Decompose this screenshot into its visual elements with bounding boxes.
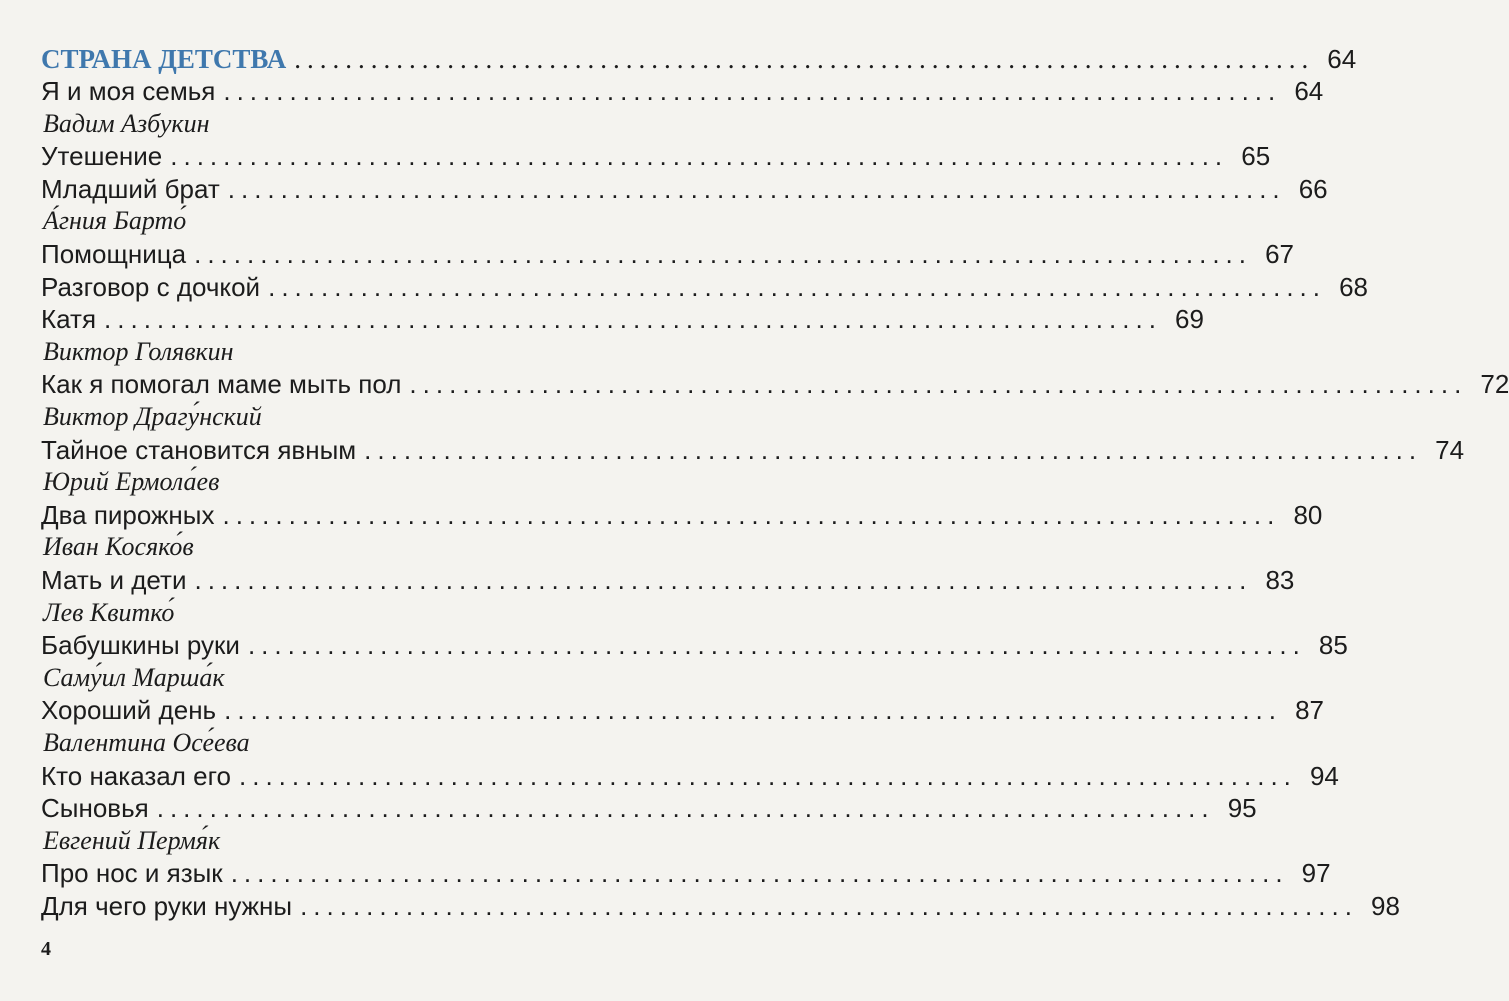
toc-entry — [41, 302, 1204, 334]
entry-page-number: 65 — [1241, 141, 1271, 171]
toc-author: Евгений Пермя́к — [43, 826, 221, 855]
dot-leader: ................................................................................ — [194, 239, 1252, 269]
entry-page-number: 87 — [1295, 695, 1324, 725]
toc-author: Валентина Осе́ева — [43, 728, 250, 757]
entry-title: Утешение — [41, 141, 163, 171]
dot-leader: ................................................................................ — [156, 793, 1215, 823]
dot-leader: ................................................................................ — [194, 565, 1253, 595]
toc-author: Иван Косяко́в — [43, 532, 194, 561]
entry-title: Сыновья — [41, 793, 149, 823]
dot-leader: ................................................................................ — [268, 272, 1326, 302]
entry-page-number: 74 — [1435, 435, 1465, 465]
toc-entry — [41, 367, 1509, 399]
entry-title: Я и моя семья — [41, 76, 216, 106]
entry-title: Два пирожных — [41, 500, 215, 530]
entry-title: Для чего руки нужны — [41, 891, 293, 921]
toc-section-heading — [41, 42, 1357, 74]
entry-page-number: 69 — [1175, 304, 1204, 334]
toc-entry — [41, 172, 1328, 204]
toc-entry — [41, 856, 1331, 888]
dot-leader: ................................................................................ — [239, 761, 1297, 791]
entry-title: Младший брат — [41, 174, 220, 204]
toc-author: Виктор Голявкин — [43, 337, 234, 366]
entry-page-number: 95 — [1227, 793, 1257, 823]
toc-entry — [41, 628, 1348, 660]
entry-title: Кто наказал его — [41, 761, 231, 791]
section-page-number: 64 — [1327, 44, 1357, 74]
entry-title: Помощница — [41, 239, 187, 269]
toc-entry — [41, 759, 1339, 791]
dot-leader: ................................................................................ — [409, 369, 1468, 399]
entry-page-number: 97 — [1301, 858, 1331, 888]
entry-title: Хороший день — [41, 695, 217, 725]
toc-entry — [41, 889, 1400, 921]
entry-page-number: 80 — [1293, 500, 1323, 530]
entry-title: Разговор с дочкой — [41, 272, 261, 302]
entry-title: Бабушкины руки — [41, 630, 240, 660]
toc-author: Юрий Ермола́ев — [43, 467, 220, 496]
toc-author: Вадим Азбукин — [43, 109, 210, 138]
entry-title: Про нос и язык — [41, 858, 223, 888]
entry-page-number: 85 — [1318, 630, 1348, 660]
toc-author: А́гния Барто́ — [43, 206, 187, 235]
dot-leader: ................................................................................ — [223, 76, 1282, 106]
entry-title: Тайное становится явным — [41, 435, 357, 465]
toc-entry — [41, 237, 1294, 269]
dot-leader: ................................................................................ — [222, 500, 1281, 530]
entry-title: Мать и дети — [41, 565, 187, 595]
toc-entry — [41, 563, 1295, 595]
toc-entry — [41, 693, 1324, 725]
dot-leader: ................................................................................ — [247, 630, 1306, 660]
entry-page-number: 72 — [1480, 369, 1509, 399]
entry-page-number: 64 — [1294, 76, 1324, 106]
dot-leader: ................................................................................ — [230, 858, 1289, 888]
section-title: СТРАНА ДЕТСТВА — [41, 44, 287, 74]
toc-entry — [41, 433, 1465, 465]
entry-title: Как я помогал маме мыть пол — [41, 369, 402, 399]
toc-entry — [41, 791, 1257, 823]
dot-leader: ................................................................................ — [170, 141, 1229, 171]
toc-entry — [41, 498, 1323, 530]
entry-page-number: 66 — [1298, 174, 1328, 204]
entry-title: Катя — [41, 304, 97, 334]
dot-leader: ................................................................................ — [300, 891, 1358, 921]
toc-entry — [41, 74, 1324, 106]
entry-page-number: 94 — [1309, 761, 1339, 791]
entry-page-number: 98 — [1371, 891, 1400, 921]
toc-author: Саму́ил Марша́к — [43, 663, 225, 692]
entry-page-number: 68 — [1339, 272, 1368, 302]
dot-leader: ................................................................................ — [224, 695, 1282, 725]
toc-entry — [41, 270, 1368, 302]
dot-leader: ................................................................................ — [294, 44, 1315, 74]
dot-leader: ................................................................................ — [227, 174, 1286, 204]
toc-entry — [41, 139, 1271, 171]
folio-page-number: 4 — [41, 938, 51, 960]
dot-leader: ................................................................................ — [364, 435, 1423, 465]
entry-page-number: 67 — [1265, 239, 1294, 269]
toc-author: Виктор Драгу́нский — [43, 402, 262, 431]
toc-author: Лев Квитко́ — [43, 598, 175, 627]
dot-leader: ................................................................................ — [104, 304, 1162, 334]
entry-page-number: 83 — [1265, 565, 1295, 595]
